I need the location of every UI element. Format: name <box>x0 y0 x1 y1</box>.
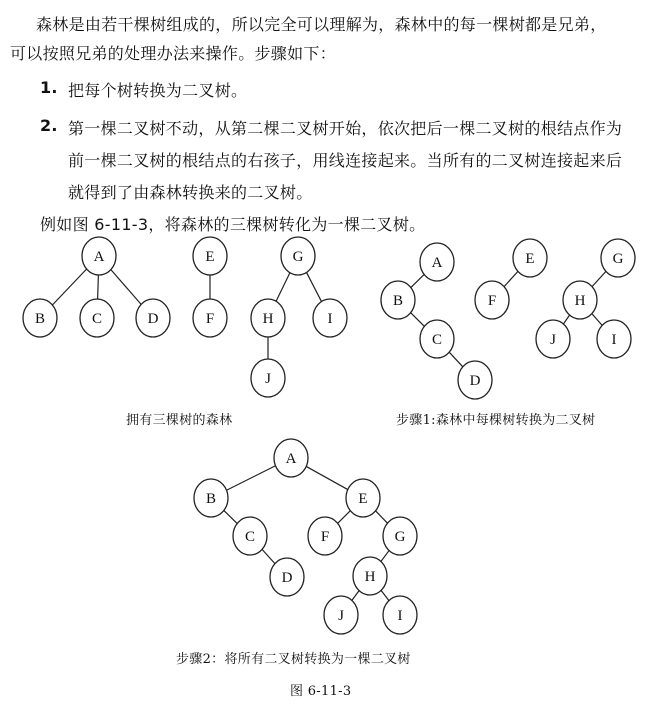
step-1-number: 1. <box>40 78 58 97</box>
edge-A-B <box>227 466 276 490</box>
edge-A-E <box>306 466 348 489</box>
node-label-I: I <box>611 332 617 348</box>
edge-A-B <box>52 269 86 305</box>
node-label-E: E <box>525 251 535 267</box>
node-label-A: A <box>93 249 105 265</box>
node-label-F: F <box>487 293 497 309</box>
paragraph-line-2: 可以按照兄弟的处理办法来操作。步骤如下： <box>10 44 337 63</box>
node-label-J: J <box>338 608 344 624</box>
node-label-I: I <box>327 311 333 327</box>
step-2-text-1: 第一棵二叉树不动，从第二棵二叉树开始，依次把后一棵二叉树的根结点作为 <box>68 119 623 138</box>
caption-step1: 步骤1:森林中每棵树转换为二叉树 <box>396 413 596 428</box>
edge-A-D <box>111 270 141 305</box>
node-label-B: B <box>205 491 217 507</box>
node-label-H: H <box>364 569 376 585</box>
edge-B-C <box>411 313 425 327</box>
edge-B-C <box>224 510 237 523</box>
example-text: 例如图 6-11-3，将森林的三棵树转化为一棵二叉树。 <box>40 215 426 234</box>
step-2-text-3: 就得到了由森林转换来的二叉树。 <box>68 183 313 202</box>
figure-number: 图 6-11-3 <box>290 684 352 699</box>
node-label-E: E <box>205 249 215 265</box>
node-label-B: B <box>34 311 46 327</box>
edge-A-C <box>98 275 99 299</box>
node-label-C: C <box>431 332 443 348</box>
edge-C-D <box>449 352 463 367</box>
node-label-J: J <box>550 332 556 348</box>
node-label-E: E <box>358 491 368 507</box>
node-label-A: A <box>431 255 443 271</box>
node-label-G: G <box>612 251 624 267</box>
edge-H-I <box>381 590 389 600</box>
edge-G-H <box>592 271 606 286</box>
node-label-A: A <box>285 451 297 467</box>
step-2-text-2: 前一棵二叉树的根结点的右孩子，用线连接起来。当所有的二叉树连接起来后 <box>68 151 623 170</box>
node-label-D: D <box>147 311 159 327</box>
paragraph-line-1: 森林是由若干棵树组成的，所以完全可以理解为，森林中的每一棵树都是兄弟， <box>36 15 607 34</box>
node-label-J: J <box>265 371 271 387</box>
node-label-G: G <box>394 529 406 545</box>
step1-tree <box>381 239 635 399</box>
node-label-D: D <box>469 373 481 389</box>
node-label-B: B <box>392 293 404 309</box>
step-2-number: 2. <box>40 116 58 135</box>
node-label-G: G <box>292 249 304 265</box>
edge-H-I <box>592 314 602 326</box>
node-label-F: F <box>320 529 330 545</box>
node-label-H: H <box>262 311 274 327</box>
node-label-C: C <box>244 529 256 545</box>
node-label-H: H <box>574 293 586 309</box>
node-label-C: C <box>91 311 103 327</box>
edge-G-H <box>381 551 389 562</box>
node-label-I: I <box>397 608 403 624</box>
edge-E-F <box>338 511 351 524</box>
node-label-D: D <box>281 570 293 586</box>
caption-forest: 拥有三棵树的森林 <box>126 413 233 428</box>
edge-C-D <box>262 549 275 563</box>
edge-H-J <box>352 591 359 601</box>
node-label-F: F <box>205 311 215 327</box>
edge-E-G <box>376 511 388 523</box>
edge-H-J <box>563 315 569 324</box>
step-1-text: 把每个树转换为二叉树。 <box>68 81 248 100</box>
forest-tree <box>23 237 347 397</box>
edge-G-I <box>306 272 321 301</box>
caption-step2: 步骤2：将所有二叉树转换为一棵二叉树 <box>176 652 411 667</box>
step2-tree <box>194 439 417 634</box>
edge-A-B <box>411 274 424 287</box>
edge-G-H <box>276 273 290 302</box>
edge-E-F <box>504 271 518 286</box>
